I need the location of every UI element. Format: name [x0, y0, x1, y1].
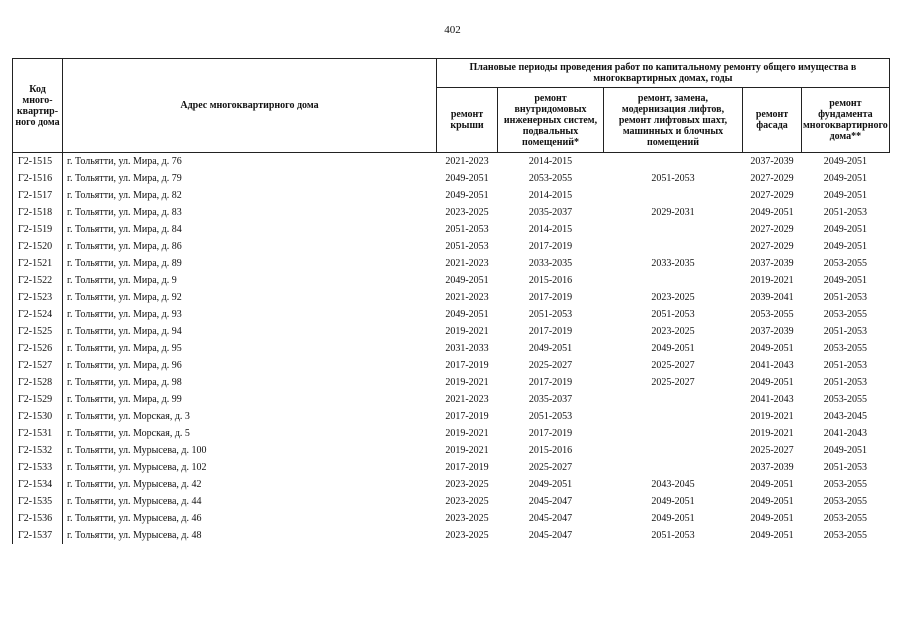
- cell-lifts: [604, 442, 743, 459]
- cell-address: г. Тольятти, ул. Морская, д. 5: [67, 428, 190, 439]
- cell-code: Г2-1527: [13, 357, 63, 374]
- cell-engineering: 2014-2015: [528, 224, 573, 235]
- cell-engineering: 2049-2051: [528, 343, 573, 354]
- cell-foundation: 2051-2053: [823, 377, 868, 388]
- cell-engineering: 2051-2053: [528, 411, 573, 422]
- table-row: [13, 527, 890, 544]
- cell-address: г. Тольятти, ул. Мурысева, д. 42: [67, 479, 202, 490]
- cell-address: г. Тольятти, ул. Мира, д. 89: [67, 258, 182, 269]
- cell-foundation: 2049-2051: [823, 445, 868, 456]
- cell-address: г. Тольятти, ул. Мира, д. 94: [67, 326, 182, 337]
- cell-engineering: 2033-2035: [528, 258, 573, 269]
- table-row: [13, 187, 890, 204]
- cell-code: Г2-1531: [13, 425, 63, 442]
- cell-roof: 2049-2051: [445, 190, 489, 201]
- table-row: [13, 493, 890, 510]
- table-row: [13, 408, 890, 425]
- table-row: [13, 153, 890, 171]
- cell-roof: 2019-2021: [445, 445, 489, 456]
- cell-roof: 2023-2025: [445, 530, 489, 541]
- cell-address: г. Тольятти, ул. Мира, д. 82: [67, 190, 182, 201]
- cell-roof: 2023-2025: [445, 207, 489, 218]
- cell-code: Г2-1523: [13, 289, 63, 306]
- cell-foundation: 2053-2055: [823, 496, 868, 507]
- cell-engineering: 2045-2047: [528, 530, 573, 541]
- cell-facade: 2037-2039: [750, 326, 794, 337]
- cell-roof: 2019-2021: [445, 377, 489, 388]
- cell-address: г. Тольятти, ул. Мурысева, д. 46: [67, 513, 202, 524]
- cell-code: Г2-1528: [13, 374, 63, 391]
- cell-facade: 2049-2051: [750, 207, 794, 218]
- capital-repair-table: [12, 58, 890, 544]
- cell-foundation: 2053-2055: [823, 394, 868, 405]
- cell-foundation: 2053-2055: [823, 258, 868, 269]
- cell-foundation: 2051-2053: [823, 292, 868, 303]
- table-row: [13, 238, 890, 255]
- table-row: [13, 459, 890, 476]
- cell-lifts: [604, 238, 743, 255]
- cell-facade: 2027-2029: [750, 190, 794, 201]
- cell-engineering: 2014-2015: [528, 156, 573, 167]
- cell-address: г. Тольятти, ул. Мира, д. 86: [67, 241, 182, 252]
- cell-code: Г2-1518: [13, 204, 63, 221]
- cell-facade: 2037-2039: [750, 258, 794, 269]
- cell-roof: 2051-2053: [445, 241, 489, 252]
- table-row: [13, 204, 890, 221]
- header-roof: ремонт крыши: [437, 88, 498, 153]
- cell-address: г. Тольятти, ул. Мира, д. 9: [67, 275, 177, 286]
- cell-facade: 2037-2039: [750, 462, 794, 473]
- cell-engineering: 2053-2055: [528, 173, 573, 184]
- table-row: [13, 289, 890, 306]
- cell-code: Г2-1526: [13, 340, 63, 357]
- table-row: [13, 357, 890, 374]
- cell-foundation: 2051-2053: [823, 462, 868, 473]
- header-periods: Плановые периоды проведения работ по капитальному ремонту общего имущества в многоквартирных домах, годы: [437, 59, 890, 88]
- cell-foundation: 2049-2051: [823, 275, 868, 286]
- cell-code: Г2-1525: [13, 323, 63, 340]
- table-body: [13, 153, 890, 545]
- cell-engineering: 2015-2016: [528, 275, 573, 286]
- cell-address: г. Тольятти, ул. Мурысева, д. 100: [67, 445, 207, 456]
- cell-roof: 2021-2023: [445, 156, 489, 167]
- cell-address: г. Тольятти, ул. Мира, д. 83: [67, 207, 182, 218]
- cell-lifts: 2051-2053: [651, 173, 695, 184]
- cell-roof: 2049-2051: [445, 173, 489, 184]
- table-row: [13, 425, 890, 442]
- cell-facade: 2049-2051: [750, 496, 794, 507]
- cell-foundation: 2053-2055: [823, 309, 868, 320]
- table-row: [13, 476, 890, 493]
- cell-facade: 2041-2043: [750, 360, 794, 371]
- table-row: [13, 391, 890, 408]
- cell-roof: 2017-2019: [445, 360, 489, 371]
- cell-code: Г2-1532: [13, 442, 63, 459]
- header-code: Код много-квартир-ного дома: [13, 59, 63, 153]
- cell-code: Г2-1536: [13, 510, 63, 527]
- cell-roof: 2049-2051: [445, 275, 489, 286]
- cell-foundation: 2053-2055: [823, 530, 868, 541]
- cell-address: г. Тольятти, ул. Мира, д. 95: [67, 343, 182, 354]
- header-lifts: ремонт, замена, модернизация лифтов, ремонт лифтовых шахт, машинных и блочных помещений: [604, 88, 743, 153]
- cell-lifts: 2025-2027: [651, 360, 695, 371]
- cell-code: Г2-1516: [13, 170, 63, 187]
- cell-engineering: 2045-2047: [528, 496, 573, 507]
- cell-lifts: [604, 459, 743, 476]
- cell-facade: 2037-2039: [750, 156, 794, 167]
- cell-roof: 2019-2021: [445, 326, 489, 337]
- cell-foundation: 2053-2055: [823, 343, 868, 354]
- cell-roof: 2023-2025: [445, 496, 489, 507]
- cell-roof: 2031-2033: [445, 343, 489, 354]
- table-row: [13, 340, 890, 357]
- cell-lifts: 2051-2053: [651, 309, 695, 320]
- cell-lifts: 2023-2025: [651, 326, 695, 337]
- cell-foundation: 2049-2051: [823, 190, 868, 201]
- cell-code: Г2-1535: [13, 493, 63, 510]
- cell-address: г. Тольятти, ул. Мира, д. 98: [67, 377, 182, 388]
- cell-lifts: [604, 153, 743, 171]
- cell-engineering: 2017-2019: [528, 292, 573, 303]
- cell-lifts: [604, 425, 743, 442]
- cell-roof: 2021-2023: [445, 394, 489, 405]
- table-row: [13, 170, 890, 187]
- cell-foundation: 2051-2053: [823, 207, 868, 218]
- cell-engineering: 2045-2047: [528, 513, 573, 524]
- cell-engineering: 2035-2037: [528, 207, 573, 218]
- cell-facade: 2025-2027: [750, 445, 794, 456]
- header-engineering: ремонт внутридомовых инженерных систем, подвальных помещений*: [498, 88, 604, 153]
- cell-facade: 2053-2055: [750, 309, 794, 320]
- cell-roof: 2021-2023: [445, 258, 489, 269]
- cell-address: г. Тольятти, ул. Мурысева, д. 102: [67, 462, 207, 473]
- cell-code: Г2-1515: [13, 153, 63, 171]
- table-row: [13, 221, 890, 238]
- cell-lifts: 2023-2025: [651, 292, 695, 303]
- cell-lifts: 2025-2027: [651, 377, 695, 388]
- cell-facade: 2019-2021: [750, 411, 794, 422]
- cell-foundation: 2049-2051: [823, 241, 868, 252]
- cell-address: г. Тольятти, ул. Мира, д. 84: [67, 224, 182, 235]
- cell-foundation: 2051-2053: [823, 326, 868, 337]
- cell-lifts: 2043-2045: [651, 479, 695, 490]
- cell-foundation: 2041-2043: [823, 428, 868, 439]
- cell-facade: 2049-2051: [750, 513, 794, 524]
- cell-address: г. Тольятти, ул. Морская, д. 3: [67, 411, 190, 422]
- cell-address: г. Тольятти, ул. Мира, д. 99: [67, 394, 182, 405]
- page-number: 402: [444, 24, 461, 36]
- header-foundation: ремонт фундамента многоквартирного дома**: [802, 88, 890, 153]
- cell-roof: 2023-2025: [445, 479, 489, 490]
- cell-facade: 2041-2043: [750, 394, 794, 405]
- cell-facade: 2027-2029: [750, 173, 794, 184]
- cell-engineering: 2014-2015: [528, 190, 573, 201]
- cell-roof: 2017-2019: [445, 411, 489, 422]
- table-row: [13, 374, 890, 391]
- cell-lifts: [604, 221, 743, 238]
- cell-facade: 2049-2051: [750, 343, 794, 354]
- table-row: [13, 323, 890, 340]
- cell-engineering: 2049-2051: [528, 479, 573, 490]
- cell-address: г. Тольятти, ул. Мурысева, д. 48: [67, 530, 202, 541]
- cell-roof: 2051-2053: [445, 224, 489, 235]
- cell-facade: 2049-2051: [750, 530, 794, 541]
- table-row: [13, 442, 890, 459]
- cell-code: Г2-1519: [13, 221, 63, 238]
- cell-code: Г2-1517: [13, 187, 63, 204]
- cell-address: г. Тольятти, ул. Мира, д. 93: [67, 309, 182, 320]
- cell-lifts: [604, 408, 743, 425]
- cell-address: г. Тольятти, ул. Мира, д. 79: [67, 173, 182, 184]
- table-header: [13, 59, 890, 153]
- cell-facade: 2019-2021: [750, 275, 794, 286]
- cell-lifts: [604, 391, 743, 408]
- cell-roof: 2049-2051: [445, 309, 489, 320]
- cell-address: г. Тольятти, ул. Мурысева, д. 44: [67, 496, 202, 507]
- cell-roof: 2021-2023: [445, 292, 489, 303]
- header-facade: ремонт фасада: [743, 88, 802, 153]
- cell-engineering: 2017-2019: [528, 428, 573, 439]
- cell-code: Г2-1534: [13, 476, 63, 493]
- cell-roof: 2023-2025: [445, 513, 489, 524]
- cell-foundation: 2053-2055: [823, 513, 868, 524]
- cell-engineering: 2025-2027: [528, 360, 573, 371]
- cell-lifts: 2049-2051: [651, 496, 695, 507]
- cell-lifts: 2033-2035: [651, 258, 695, 269]
- table-row: [13, 272, 890, 289]
- cell-code: Г2-1530: [13, 408, 63, 425]
- cell-facade: 2027-2029: [750, 224, 794, 235]
- cell-lifts: 2049-2051: [651, 513, 695, 524]
- cell-address: г. Тольятти, ул. Мира, д. 76: [67, 156, 182, 167]
- cell-engineering: 2035-2037: [528, 394, 573, 405]
- cell-foundation: 2049-2051: [823, 173, 868, 184]
- cell-code: Г2-1537: [13, 527, 63, 544]
- cell-lifts: 2029-2031: [651, 207, 695, 218]
- cell-engineering: 2015-2016: [528, 445, 573, 456]
- cell-code: Г2-1520: [13, 238, 63, 255]
- cell-facade: 2019-2021: [750, 428, 794, 439]
- cell-foundation: 2053-2055: [823, 479, 868, 490]
- cell-code: Г2-1521: [13, 255, 63, 272]
- cell-address: г. Тольятти, ул. Мира, д. 96: [67, 360, 182, 371]
- header-address: Адрес многоквартирного дома: [63, 59, 437, 153]
- cell-code: Г2-1529: [13, 391, 63, 408]
- cell-roof: 2017-2019: [445, 462, 489, 473]
- cell-engineering: 2017-2019: [528, 377, 573, 388]
- cell-code: Г2-1533: [13, 459, 63, 476]
- cell-foundation: 2049-2051: [823, 224, 868, 235]
- cell-facade: 2049-2051: [750, 479, 794, 490]
- cell-engineering: 2017-2019: [528, 326, 573, 337]
- cell-engineering: 2051-2053: [528, 309, 573, 320]
- cell-lifts: [604, 187, 743, 204]
- table-row: [13, 306, 890, 323]
- cell-lifts: [604, 272, 743, 289]
- cell-code: Г2-1522: [13, 272, 63, 289]
- cell-lifts: 2051-2053: [651, 530, 695, 541]
- cell-roof: 2019-2021: [445, 428, 489, 439]
- cell-facade: 2027-2029: [750, 241, 794, 252]
- cell-code: Г2-1524: [13, 306, 63, 323]
- table-row: [13, 255, 890, 272]
- table-row: [13, 510, 890, 527]
- cell-address: г. Тольятти, ул. Мира, д. 92: [67, 292, 182, 303]
- cell-foundation: 2049-2051: [823, 156, 868, 167]
- cell-foundation: 2043-2045: [823, 411, 868, 422]
- cell-lifts: 2049-2051: [651, 343, 695, 354]
- cell-engineering: 2025-2027: [528, 462, 573, 473]
- cell-facade: 2039-2041: [750, 292, 794, 303]
- cell-engineering: 2017-2019: [528, 241, 573, 252]
- cell-facade: 2049-2051: [750, 377, 794, 388]
- cell-foundation: 2051-2053: [823, 360, 868, 371]
